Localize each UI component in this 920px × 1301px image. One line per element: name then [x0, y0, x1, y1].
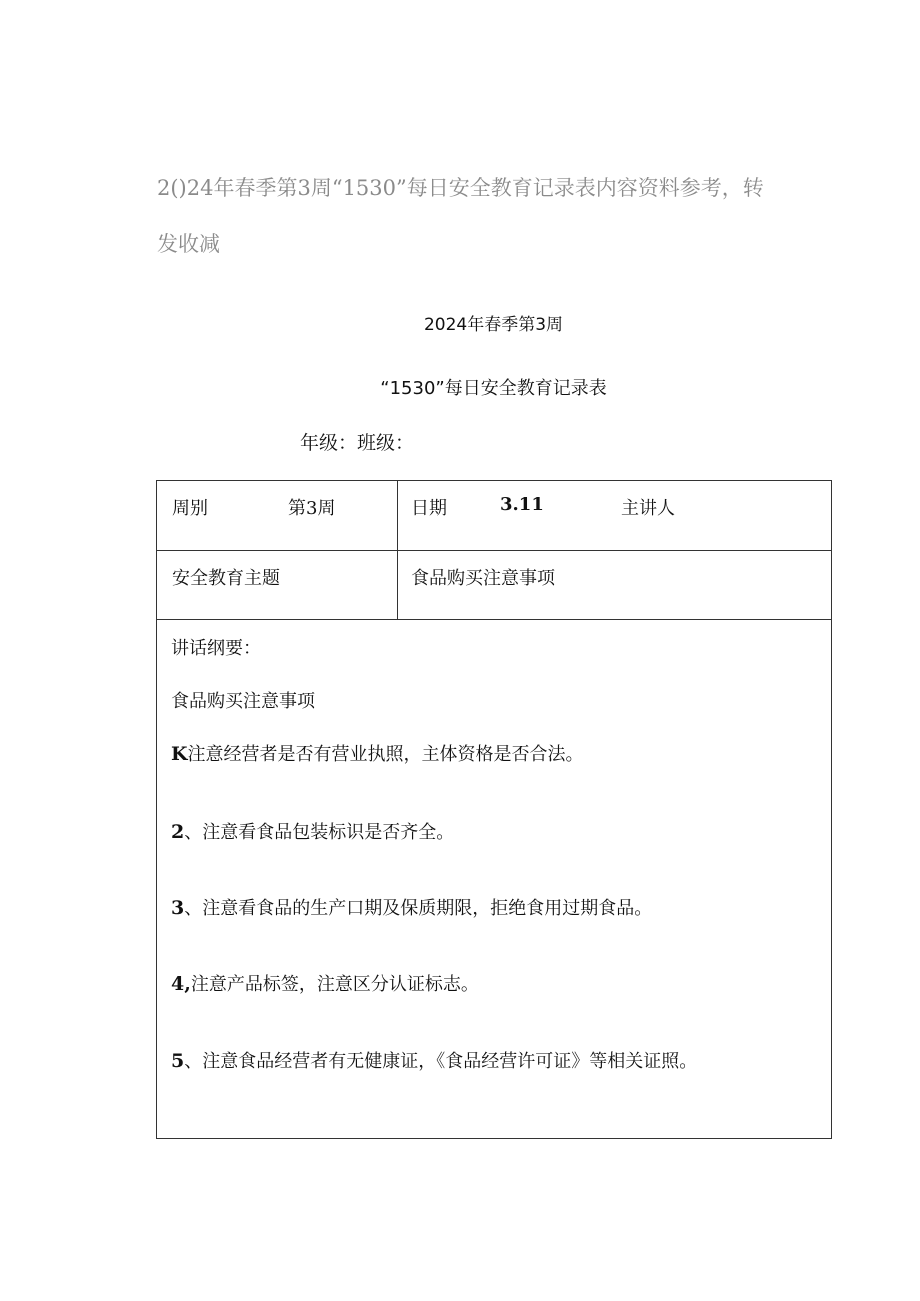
column-divider [397, 481, 398, 619]
item-text: 注意经营者是否有营业执照，主体资格是否合法。 [187, 744, 584, 765]
item-number: 5 [171, 1050, 185, 1072]
grade-class-line: 年级：班级： [300, 432, 415, 454]
outline-item [171, 894, 652, 920]
table-row-week [157, 481, 831, 551]
item-number: K [171, 743, 188, 765]
outline-item [171, 818, 454, 844]
outline-label: 讲话纲要： [171, 638, 261, 659]
topic-label: 安全教育主题 [172, 568, 280, 589]
item-number: 3 [171, 897, 185, 919]
header-line-1: 2()24年春季第3周“1530”每日安全教育记录表内容资料参考，转 [157, 176, 764, 200]
outline-item [171, 740, 584, 766]
outline-item [171, 1047, 697, 1073]
week-value: 第3周 [288, 498, 336, 519]
document-header [157, 160, 764, 272]
outline-heading: 食品购买注意事项 [171, 691, 315, 712]
speaker-label: 主讲人 [621, 498, 675, 519]
week-label: 周别 [172, 498, 208, 519]
header-line-2: 发收减 [157, 232, 220, 256]
item-number: 2 [171, 821, 185, 843]
item-text: 、注意食品经营者有无健康证，《食品经营许可证》等相关证照。 [184, 1051, 698, 1072]
page-title: 2024年春季第3周 [423, 315, 564, 335]
record-table [156, 480, 832, 1139]
topic-value: 食品购买注意事项 [411, 568, 555, 589]
item-text: 、注意看食品的生产口期及保质期限，拒绝食用过期食品。 [184, 898, 653, 919]
outline-item [171, 970, 479, 996]
page-subtitle: “1530”每日安全教育记录表 [380, 378, 607, 399]
item-text: 注意产品标签，注意区分认证标志。 [190, 974, 479, 995]
item-number: 4, [171, 973, 191, 995]
item-text: 、注意看食品包装标识是否齐全。 [184, 822, 455, 843]
date-label: 日期 [411, 498, 447, 519]
date-value: 3.11 [500, 494, 544, 515]
